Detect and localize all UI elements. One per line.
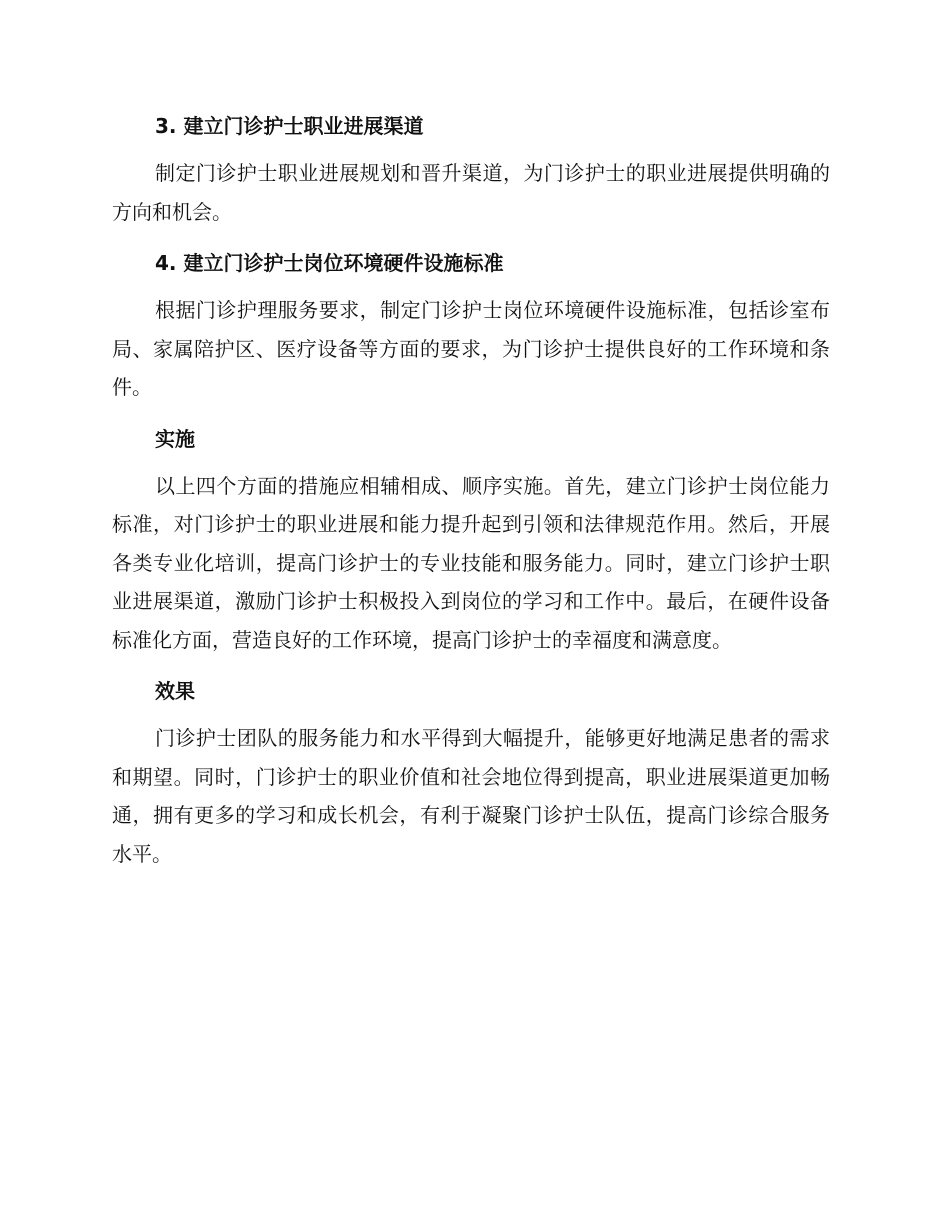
section-paragraph-effect: 门诊护士团队的服务能力和水平得到大幅提升，能够更好地满足患者的需求和期望。同时，门诊护士的职业价值和社会地位得到提高，职业进展渠道更加畅通，拥有更多的学习和成长机会，有利于凝聚门诊护士队伍，提高门诊综合服务水平。 [112,726,830,866]
section-heading-career-channel: 3. 建立门诊护士职业进展渠道 [155,114,424,138]
section-heading-facility-standard: 4. 建立门诊护士岗位环境硬件设施标准 [155,251,504,275]
section-heading-effect: 效果 [155,679,195,703]
section-paragraph-implementation: 以上四个方面的措施应相辅相成、顺序实施。首先，建立门诊护士岗位能力标准，对门诊护士的职业进展和能力提升起到引领和法律规范作用。然后，开展各类专业化培训，提高门诊护士的专业技能和服务能力。同时，建立门诊护士职业进展渠道，激励门诊护士积极投入到岗位的学习和工作中。最后，在硬件设备标准化方面，营造良好的工作环境，提高门诊护士的幸福度和满意度。 [112,473,830,652]
section-paragraph-facility-standard: 根据门诊护理服务要求，制定门诊护士岗位环境硬件设施标准，包括诊室布局、家属陪护区、医疗设备等方面的要求，为门诊护士提供良好的工作环境和条件。 [112,298,830,399]
document-page [112,108,830,873]
section-heading-implementation: 实施 [155,426,195,451]
section-paragraph-career-channel: 制定门诊护士职业进展规划和晋升渠道，为门诊护士的职业进展提供明确的方向和机会。 [112,161,830,224]
